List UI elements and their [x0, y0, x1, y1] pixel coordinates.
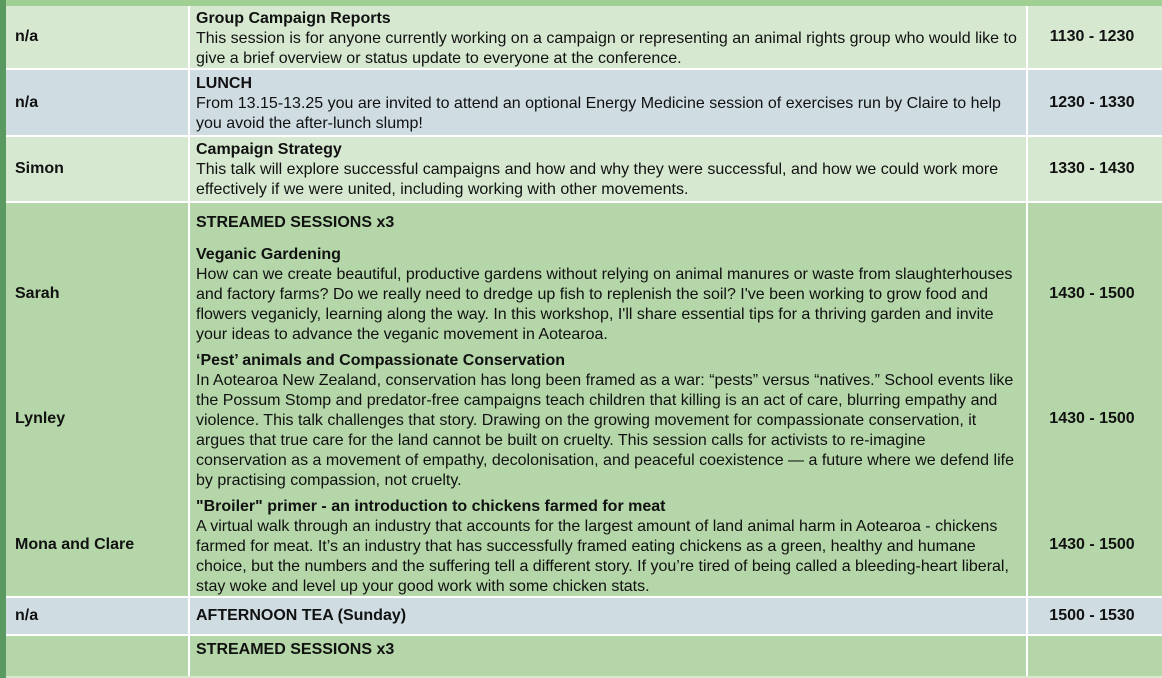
session-body: This session is for anyone currently working on a campaign or representing an animal rights group who would like to give a brief overview or status update to everyone at the conference.: [196, 30, 1017, 67]
session-title: LUNCH: [196, 75, 252, 92]
session-body: From 13.15-13.25 you are invited to attend an optional Energy Medicine session of exercises run by Claire to help you avoid the after-lunch slump!: [196, 95, 1001, 132]
speaker-name-empty: [6, 636, 190, 676]
speaker-name: Lynley: [15, 410, 66, 427]
table-row: [6, 636, 1162, 676]
table-row: [6, 137, 1162, 203]
speaker-name: Mona and Clare: [15, 536, 135, 553]
session-time: 1500 - 1530: [1049, 607, 1135, 624]
speaker-name: n/a: [6, 6, 190, 68]
session-description: [190, 6, 1028, 68]
session-time: 1330 - 1430: [1049, 160, 1135, 177]
speaker-column: [6, 203, 190, 596]
session-title: "Broiler" primer - an introduction to chickens farmed for meat: [196, 498, 666, 515]
session-time: 1430 - 1500: [1049, 285, 1135, 302]
table-row: [6, 70, 1162, 137]
streamed-sessions-block: [6, 203, 1162, 598]
session-time: 1230 - 1330: [1049, 93, 1135, 111]
session-description: [190, 70, 1028, 135]
session-title: ‘Pest’ animals and Compassionate Conservation: [196, 352, 565, 369]
speaker-name: n/a: [6, 70, 190, 135]
session-title: Campaign Strategy: [196, 141, 342, 158]
session-body: This talk will explore successful campaigns and how and why they were successful, and how we could work more effectively if we were united, including working with other movements.: [196, 161, 999, 198]
streamed-descriptions: [190, 203, 1028, 596]
speaker-name: Simon: [6, 137, 190, 201]
speaker-name: n/a: [6, 598, 190, 634]
streamed-heading: STREAMED SESSIONS x3: [190, 636, 1028, 676]
session-time-empty: [1028, 636, 1156, 676]
session-time: 1430 - 1500: [1049, 536, 1135, 553]
table-row: [6, 598, 1162, 636]
session-description: [190, 137, 1028, 201]
session-time: 1430 - 1500: [1049, 410, 1135, 427]
time-column: [1028, 203, 1156, 596]
streamed-heading: STREAMED SESSIONS x3: [196, 214, 395, 231]
speaker-name: Sarah: [15, 285, 60, 302]
table-row: [6, 6, 1162, 70]
session-body: In Aotearoa New Zealand, conservation has long been framed as a war: “pests” versus “natives.” School events like the Possum Stomp and predator-free campaigns teach children that killing is an act of care, blurring empathy and violence. This talk challenges that story. Drawing on the growing movement for compassionate conservation, it argues that true care for the land cannot be built on cruelty. This session calls for activists to re-imagine conservation as a movement of empathy, decolonisation, and peaceful coexistence — a future where we defend life by practising compassion, not cruelty.: [196, 372, 1014, 489]
session-body: A virtual walk through an industry that accounts for the largest amount of land animal harm in Aotearoa - chickens farmed for meat. It’s an industry that has successfully framed eating chickens as a green, healthy and humane choice, but the numbers and the suffering tell a different story. If you’re tired of being called a bleeding-heart liberal, stay woke and level up your good work with some chicken stats.: [196, 518, 1009, 595]
session-time: 1130 - 1230: [1049, 28, 1135, 45]
session-title: Veganic Gardening: [196, 246, 341, 263]
session-body: How can we create beautiful, productive gardens without relying on animal manures or waste from slaughterhouses and factory farms? Do we really need to dredge up fish to replenish the soil? I've been working to grow food and flowers veganicly, learning along the way. In this workshop, I'll share essential tips for a thriving garden and invite your ideas to advance the veganic movement in Aotearoa.: [196, 266, 1013, 343]
session-title: AFTERNOON TEA (Sunday): [190, 598, 1028, 634]
session-title: Group Campaign Reports: [196, 10, 391, 27]
